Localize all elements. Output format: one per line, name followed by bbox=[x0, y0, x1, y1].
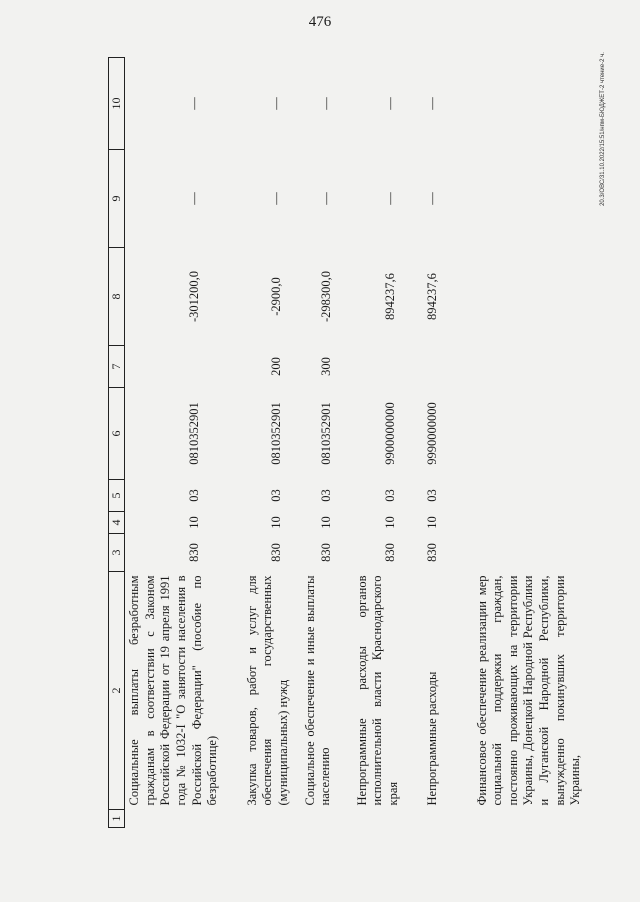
cell-col9: — bbox=[318, 192, 333, 205]
page-number: 476 bbox=[308, 14, 332, 30]
cell-section: 10 bbox=[187, 516, 201, 529]
cell-target-article: 9900000000 bbox=[382, 402, 397, 465]
header-cell-4: 4 bbox=[109, 512, 125, 534]
row-name: Закупка товаров, работ и услуг для обеспечения государственных (муниципальных) нужд bbox=[244, 575, 290, 806]
cell-expense-type bbox=[457, 346, 586, 388]
cell-amount: -2900,0 bbox=[268, 277, 283, 316]
cell-target-article: 0810352901 bbox=[318, 402, 333, 465]
table-row bbox=[243, 58, 301, 828]
row-name: Непрограммные расходы bbox=[424, 671, 439, 806]
cell-col10: — bbox=[318, 97, 333, 110]
cell-subsection: 03 bbox=[424, 489, 439, 502]
cell-amount: 894237,6 bbox=[382, 273, 397, 320]
header-cell-5: 5 bbox=[109, 480, 125, 512]
row-name: Финансовое обеспечение реализации мер социальной поддержки граждан, постоянно проживающих на территории Украины, Донецкой Народной Республики и Луганской Народной Республики, вынужденно покинувших территории Украины, bbox=[474, 575, 583, 806]
cell-col10: — bbox=[424, 97, 439, 110]
header-cell-6: 6 bbox=[109, 388, 125, 480]
document-footer-note bbox=[600, 0, 612, 640]
cell-target-article: 0810352901 bbox=[187, 402, 201, 465]
cell-amount: -298300,0 bbox=[318, 270, 333, 323]
table-row bbox=[125, 58, 243, 828]
cell-col9: — bbox=[187, 192, 201, 205]
header-cell-7: 7 bbox=[109, 346, 125, 388]
header-cell-10: 10 bbox=[109, 58, 125, 150]
header-cell-2: 2 bbox=[109, 572, 125, 810]
cell-col9: — bbox=[382, 192, 397, 205]
table-row bbox=[301, 58, 353, 828]
cell-admin-code: 830 bbox=[268, 543, 283, 562]
header-cell-1: 1 bbox=[109, 810, 125, 828]
cell-amount bbox=[457, 248, 586, 346]
cell-col10: — bbox=[268, 97, 283, 110]
cell-expense-type bbox=[125, 346, 243, 388]
cell-target-article: 9990000000 bbox=[424, 402, 439, 465]
cell-subsection: 03 bbox=[318, 489, 333, 502]
cell-target-article: 0810352901 bbox=[268, 402, 283, 465]
row-name: Непрограммные расходы органов исполнительной власти Краснодарского края bbox=[354, 575, 400, 806]
cell-expense-type: 300 bbox=[318, 357, 333, 376]
cell-subsection: 03 bbox=[268, 489, 283, 502]
cell-section: 10 bbox=[318, 516, 333, 529]
cell-amount: 894237,6 bbox=[424, 273, 439, 320]
cell-section: 10 bbox=[268, 516, 283, 529]
cell-target-article bbox=[457, 388, 586, 480]
rotated-table-container bbox=[108, 58, 583, 828]
header-cell-9: 9 bbox=[109, 150, 125, 248]
cell-admin-code: 830 bbox=[187, 543, 201, 562]
cell-subsection bbox=[457, 480, 586, 512]
cell-expense-type bbox=[415, 346, 457, 388]
table-row bbox=[353, 58, 415, 828]
budget-table bbox=[108, 57, 586, 828]
cell-section bbox=[457, 512, 586, 534]
cell-col9: — bbox=[268, 192, 283, 205]
cell-col9: — bbox=[424, 192, 439, 205]
cell-admin-code: 830 bbox=[382, 543, 397, 562]
cell-expense-type: 200 bbox=[268, 357, 283, 376]
cell-col10 bbox=[457, 58, 586, 150]
footer-note-text: 20.3/ОВС/31.10.2022/15:51/нпм-БЮДЖЕТ-2 чтение-2 ч. bbox=[600, 52, 606, 206]
cell-section: 10 bbox=[424, 516, 439, 529]
table-header-row bbox=[109, 58, 125, 828]
header-cell-3: 3 bbox=[109, 534, 125, 572]
cell-expense-type bbox=[353, 346, 415, 388]
row-name: Социальное обеспечение и иные выплаты населению bbox=[302, 575, 333, 806]
cell-amount: -301200,0 bbox=[187, 270, 201, 323]
table-row bbox=[457, 58, 586, 828]
cell-subsection: 03 bbox=[382, 489, 397, 502]
cell-admin-code bbox=[457, 534, 586, 572]
cell-col9 bbox=[457, 150, 586, 248]
cell-section: 10 bbox=[382, 516, 397, 529]
cell-subsection: 03 bbox=[187, 489, 201, 502]
header-cell-8: 8 bbox=[109, 248, 125, 346]
cell-admin-code: 830 bbox=[318, 543, 333, 562]
cell-col10: — bbox=[382, 97, 397, 110]
row-name: Социальные выплаты безработным гражданам в соответствии с Законом Российской Федерации от 19 апреля 1991 года № 1032-I "О занятости населения в Российской Федерации" (пособие по безработице) bbox=[127, 575, 220, 806]
table-row bbox=[415, 58, 457, 828]
cell-col10: — bbox=[187, 97, 201, 110]
cell-admin-code: 830 bbox=[424, 543, 439, 562]
